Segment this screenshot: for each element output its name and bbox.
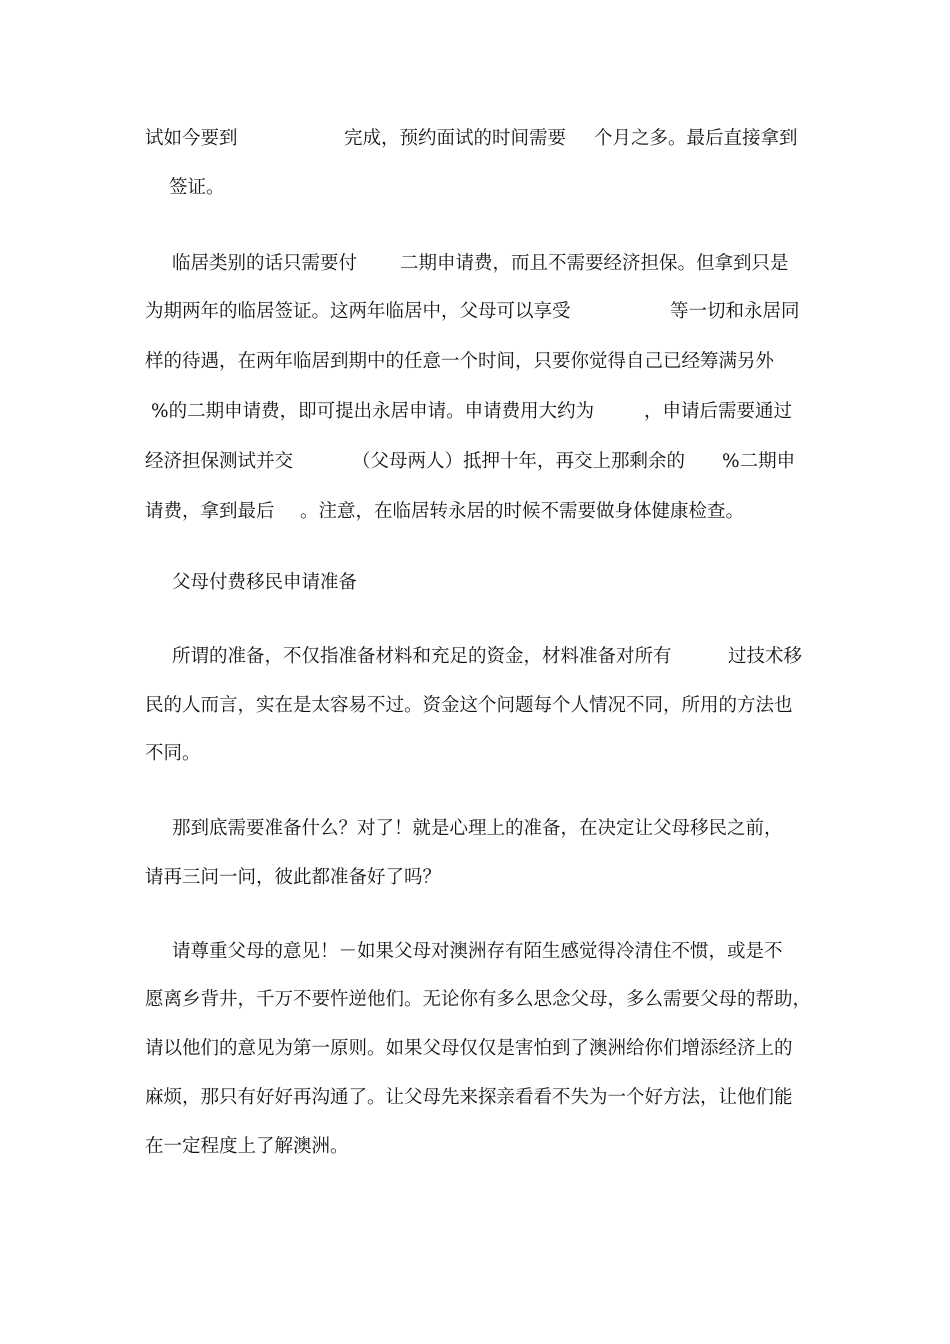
text-line xyxy=(0,866,442,938)
text-segment: 不同。 xyxy=(145,743,201,764)
text-segment: 二期申请费，而且不需要经济担保。但拿到只是 xyxy=(400,253,789,274)
text-line xyxy=(0,742,201,814)
text-segment: 愿离乡背井，千万不要忤逆他们。无论你有多么思念父母，多么需要父母的帮助， xyxy=(145,989,812,1010)
text-segment: 麻烦，那只有好好再沟通了。让父母先来探亲看看不失为一个好方法，让他们能 xyxy=(145,1087,793,1108)
text-segment: %的二期申请费，即可提出永居申请。申请费用大约为 xyxy=(151,401,595,422)
text-segment: 样的待遇，在两年临居到期中的任意一个时间，只要你觉得自己已经筹满另外 xyxy=(145,351,775,372)
text-segment: 等一切和永居同 xyxy=(670,301,800,322)
text-segment: 所谓的准备，不仅指准备材料和充足的资金，材料准备对所有 xyxy=(172,646,672,667)
text-segment: 请以他们的意见为第一原则。如果父母仅仅是害怕到了澳洲给你们增添经济上的 xyxy=(145,1038,793,1059)
text-segment: 临居类别的话只需要付 xyxy=(172,253,358,274)
text-segment: 那到底需要准备什么？对了！就是心理上的准备，在决定让父母移民之前， xyxy=(172,818,783,839)
text-segment: 。注意，在临居转永居的时候不需要做身体健康检查。 xyxy=(300,501,745,522)
text-segment: 父母付费移民申请准备 xyxy=(172,572,358,593)
text-segment: 请费，拿到最后 xyxy=(145,501,275,522)
text-segment: 过技术移 xyxy=(728,646,803,667)
text-segment: 试如今要到 xyxy=(145,128,238,149)
text-segment: 个月之多。最后直接拿到 xyxy=(594,128,798,149)
text-segment: 在一定程度上了解澳洲。 xyxy=(145,1136,349,1157)
text-segment: 完成，预约面试的时间需要 xyxy=(344,128,567,149)
section-heading xyxy=(0,571,358,643)
text-line xyxy=(0,176,225,248)
text-segment: 请再三问一问，彼此都准备好了吗？ xyxy=(145,867,442,888)
text-segment: 经济担保测试并交 xyxy=(145,451,294,472)
text-segment: %二期申 xyxy=(722,451,796,472)
text-segment: （父母两人）抵押十年，再交上那剩余的 xyxy=(352,451,686,472)
text-segment: 请尊重父母的意见！－如果父母对澳洲存有陌生感觉得冷清住不惯，或是不 xyxy=(172,941,783,962)
text-segment: 签证。 xyxy=(169,177,225,198)
text-segment: 民的人而言，实在是太容易不过。资金这个问题每个人情况不同，所用的方法也 xyxy=(145,695,793,716)
text-line xyxy=(0,1135,349,1207)
text-segment: ，申请后需要通过 xyxy=(644,401,793,422)
text-segment: 为期两年的临居签证。这两年临居中，父母可以享受 xyxy=(145,301,571,322)
